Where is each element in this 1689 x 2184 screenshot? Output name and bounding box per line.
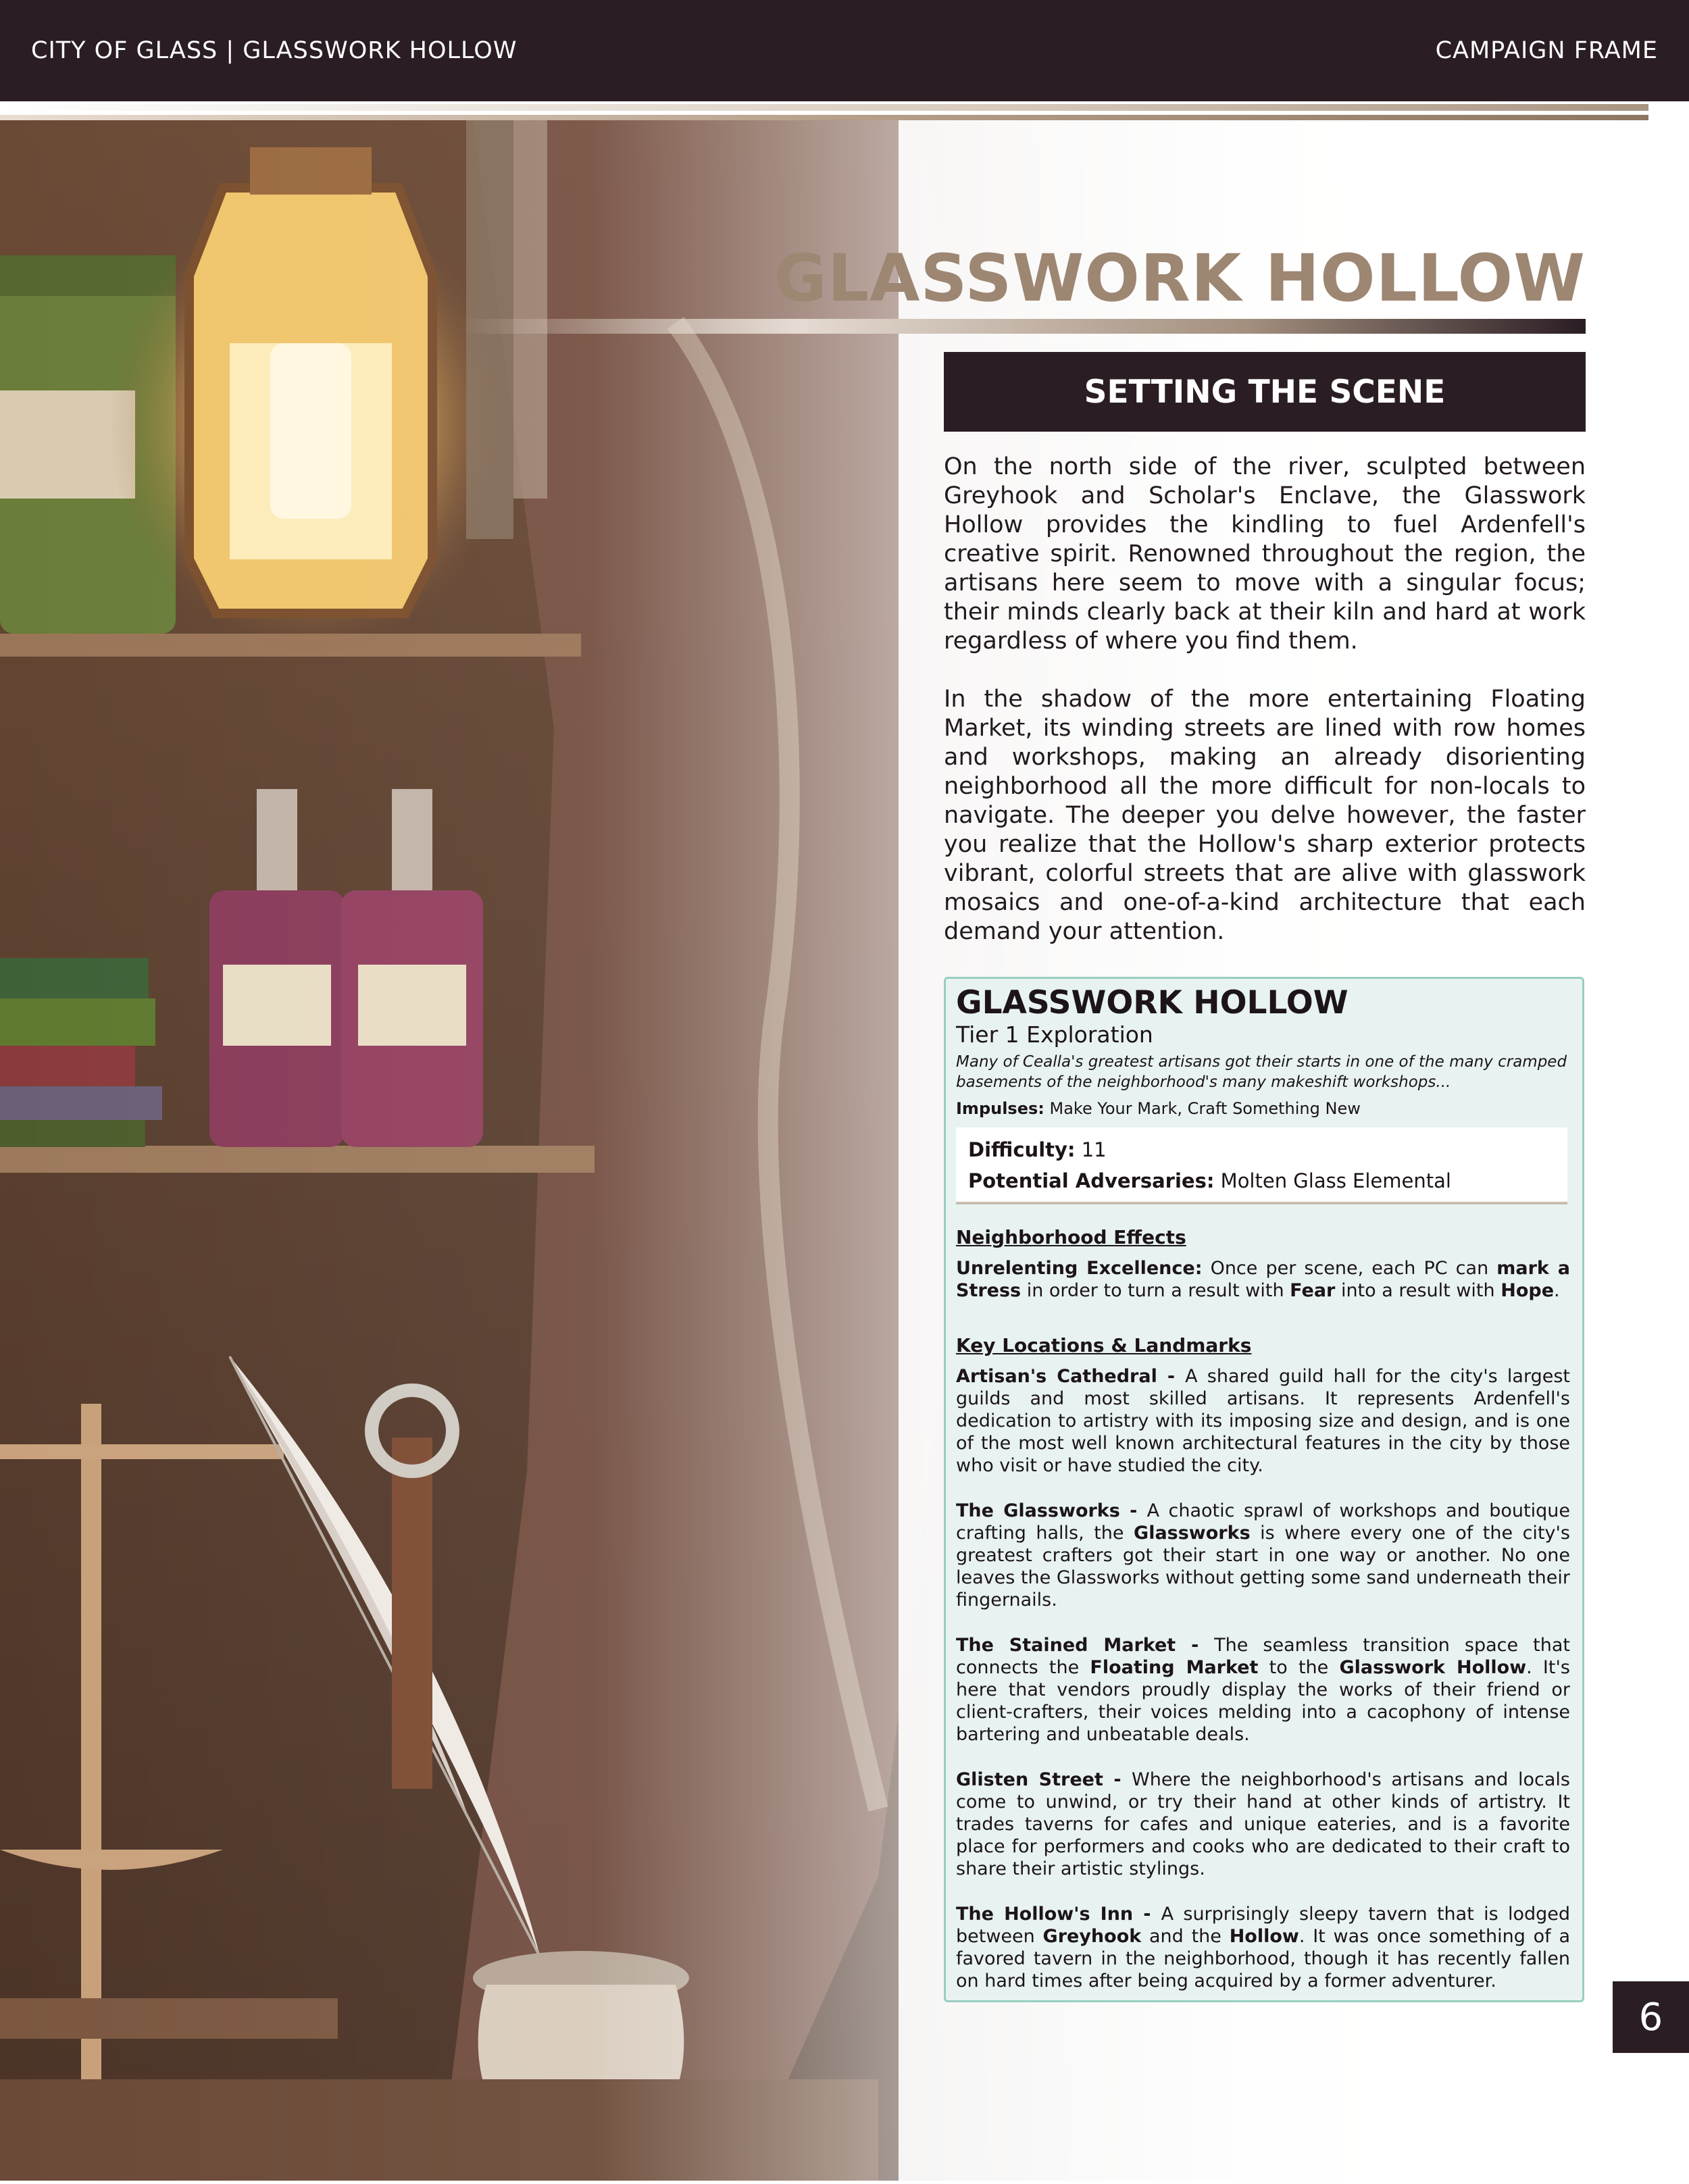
effects-heading: Neighborhood Effects (956, 1226, 1186, 1248)
page-header (0, 0, 1689, 101)
header-breadcrumb: CITY OF GLASS | GLASSWORK HOLLOW (31, 37, 518, 64)
section-heading: SETTING THE SCENE (944, 352, 1586, 432)
location-stained-market: The Stained Market - The seamless transition space that connects the Floating Market to the Glasswork Hollow. It's here that vendors proudly display the works of their friend or client-crafters, their voices melding into a cacophony of intense bartering and unbeatable deals. (956, 1635, 1570, 1745)
adversaries-row (968, 1165, 1555, 1196)
difficulty-label: Difficulty: (968, 1138, 1076, 1161)
statblock-description: Many of Cealla's greatest artisans got their starts in one of the many cramped basements of the neighborhood's many makeshift workshops... (956, 1053, 1567, 1091)
difficulty-row (968, 1134, 1555, 1165)
difficulty-value: 11 (1081, 1138, 1107, 1161)
statblock-impulses (956, 1098, 1570, 1119)
location-the-glassworks: The Glassworks - A chaotic sprawl of workshops and boutique crafting halls, the Glassworks is where every one of the city's greatest crafters got their start in one way or another. No one leaves the Glassworks without getting some sand underneath their fingernails. (956, 1500, 1570, 1610)
statblock-tier: Tier 1 Exploration (956, 1021, 1153, 1048)
adversaries-label: Potential Adversaries: (968, 1169, 1215, 1192)
statblock-name: GLASSWORK HOLLOW (956, 984, 1348, 1021)
header-section-label: CAMPAIGN FRAME (1435, 37, 1658, 64)
page-number: 6 (1613, 1981, 1689, 2053)
intro-paragraph: In the shadow of the more entertaining Floating Market, its winding streets are lined with row homes and workshops, making an already disorienting neighborhood all the more difficult for non-locals to navigate. The deeper you delve however, the faster you realize that the Hollow's sharp exterior protects vibrant, colorful streets that are alive with glasswork mosaics and one-of-a-kind architecture that each demand your attention. (944, 686, 1586, 945)
locations-heading: Key Locations & Landmarks (956, 1334, 1252, 1356)
environment-statblock (944, 977, 1584, 2002)
statblock-feature-box (956, 1127, 1567, 1202)
intro-paragraph: On the north side of the river, sculpted between Greyhook and Scholar's Enclave, the Glasswork Hollow provides the kindling to fuel Ardenfell's creative spirit. Renowned throughout the region, the artisans here seem to move with a singular focus; their minds clearly back at their kiln and hard at work regardless of where you find them. (944, 453, 1586, 655)
location-glisten-street: Glisten Street - Where the neighborhood's artisans and locals come to unwind, or try their hand at other kinds of artistry. It trades taverns for cafes and unique eateries, and is a favorite place for performers and cooks who are dedicated to their craft to share their artistic stylings. (956, 1769, 1570, 1879)
impulses-label: Impulses: (956, 1099, 1044, 1118)
effect-unrelenting-excellence: Unrelenting Excellence: Once per scene, each PC can mark a Stress in order to turn a result with Fear into a result with Hope. (956, 1258, 1570, 1301)
header-rule (0, 101, 1689, 115)
title-divider (459, 319, 1586, 334)
page-title: GLASSWORK HOLLOW (774, 240, 1586, 316)
location-hollows-inn: The Hollow's Inn - A surprisingly sleepy tavern that is lodged between Greyhook and the Hollow. It was once something of a favored tavern in the neighborhood, though it has recently fallen on hard times after being acquired by a former adventurer. (956, 1904, 1571, 1991)
impulses-value: Make Your Mark, Craft Something New (1049, 1099, 1361, 1118)
adversaries-value: Molten Glass Elemental (1220, 1169, 1451, 1192)
intro-text (944, 453, 1586, 975)
location-artisans-cathedral: Artisan's Cathedral - A shared guild hall for the city's largest guilds and most skilled artisans. It represents Ardenfell's dedication to artistry with its imposing size and design, and is one of the most well known architectural features in the city by those who visit or have studied the city. (956, 1366, 1570, 1476)
